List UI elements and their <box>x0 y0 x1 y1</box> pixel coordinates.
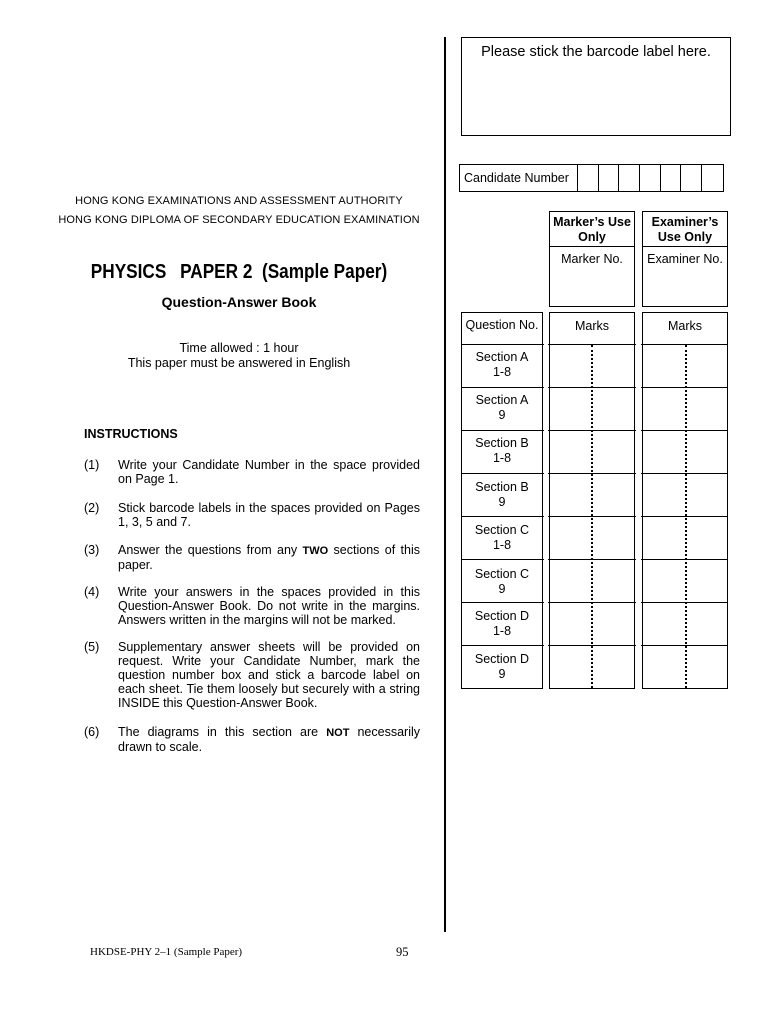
table-rule <box>461 430 728 431</box>
instruction-number: (5) <box>84 640 100 654</box>
page-number: 95 <box>396 945 409 959</box>
barcode-instruction: Please stick the barcode label here. <box>481 44 711 60</box>
barcode-label-box[interactable] <box>461 37 731 136</box>
instruction-number: (3) <box>84 543 100 557</box>
instruction-item <box>84 725 420 754</box>
instruction-item <box>84 458 420 486</box>
page-divider <box>444 37 446 932</box>
instruction-number: (2) <box>84 501 100 515</box>
instruction-text: Supplementary answer sheets will be provided on request. Write your Candidate Number, mark the question number box and stick a barcode label on each sheet. Tie them loosely but securely with a string INSIDE this Question-Answer Book. <box>118 640 420 710</box>
instruction-text: The diagrams in this section are NOT necessarily drawn to scale. <box>118 725 421 754</box>
column-gap <box>544 340 548 690</box>
table-rule <box>461 559 728 560</box>
marker-number-label: Marker No. <box>561 252 623 266</box>
table-row: Section C 9 <box>474 567 530 596</box>
table-row: Section A 1-8 <box>475 350 529 379</box>
instruction-text: Stick barcode labels in the spaces provided on Pages 1, 3, 5 and 7. <box>118 501 420 529</box>
instruction-item <box>84 543 420 572</box>
instruction-item <box>84 640 420 710</box>
candidate-digit-box[interactable] <box>661 165 682 191</box>
column-gap <box>636 340 641 690</box>
marks-header-marker: Marks <box>574 319 610 333</box>
exam-name: HONG KONG DIPLOMA OF SECONDARY EDUCATION EXAMINATION <box>58 214 420 226</box>
authority-name: HONG KONG EXAMINATIONS AND ASSESSMENT AUTHORITY <box>75 195 403 207</box>
candidate-digit-box[interactable] <box>599 165 620 191</box>
instruction-number: (6) <box>84 725 100 739</box>
candidate-number-field[interactable] <box>459 164 724 192</box>
marker-dotted-divider <box>591 345 593 688</box>
paper-number: PAPER 2 <box>180 261 253 283</box>
sample-tag: (Sample Paper) <box>261 261 388 283</box>
candidate-digit-box[interactable] <box>681 165 702 191</box>
book-title: Question-Answer Book <box>161 294 317 310</box>
table-rule <box>461 473 728 474</box>
marker-use-only: Marker’s Use Only <box>550 212 634 247</box>
candidate-number-label: Candidate Number <box>460 165 578 191</box>
instruction-item <box>84 501 420 529</box>
examiner-number-label: Examiner No. <box>647 252 723 266</box>
instruction-number: (4) <box>84 585 100 599</box>
paper-title <box>68 261 410 284</box>
time-allowed: Time allowed : 1 hour <box>179 341 299 355</box>
table-row: Section A 9 <box>475 393 529 422</box>
table-rule <box>461 387 728 388</box>
instruction-text: Answer the questions from any TWO sections of this paper. <box>118 543 420 572</box>
instruction-number: (1) <box>84 458 100 472</box>
subject: PHYSICS <box>90 261 167 283</box>
candidate-digit-box[interactable] <box>619 165 640 191</box>
instruction-text: Write your answers in the spaces provided in this Question-Answer Book. Do not write in the margins. Answers written in the margins will not be marked. <box>118 585 420 627</box>
marks-header-examiner: Marks <box>667 319 703 333</box>
paper-code: HKDSE-PHY 2–1 (Sample Paper) <box>90 946 243 958</box>
table-row: Section B 1-8 <box>475 436 529 465</box>
examiner-header <box>642 211 728 307</box>
examiner-dotted-divider <box>685 345 687 688</box>
table-rule <box>461 602 728 603</box>
marker-header <box>549 211 635 307</box>
question-no-header: Question No. <box>465 318 539 332</box>
instruction-text: Write your Candidate Number in the space provided on Page 1. <box>118 458 420 486</box>
table-rule <box>461 516 728 517</box>
candidate-digit-box[interactable] <box>702 165 723 191</box>
table-rule <box>461 344 728 345</box>
candidate-digit-box[interactable] <box>640 165 661 191</box>
table-row: Section C 1-8 <box>474 523 530 552</box>
table-rule <box>461 645 728 646</box>
time-info <box>40 341 438 371</box>
table-row: Section D 9 <box>474 652 530 681</box>
table-row: Section B 9 <box>475 480 529 509</box>
table-row: Section D 1-8 <box>474 609 530 638</box>
candidate-digit-box[interactable] <box>578 165 599 191</box>
instructions-heading: INSTRUCTIONS <box>84 427 178 441</box>
examiner-use-only: Examiner’s Use Only <box>643 212 727 247</box>
language-note: This paper must be answered in English <box>127 356 351 370</box>
instruction-item <box>84 585 420 627</box>
